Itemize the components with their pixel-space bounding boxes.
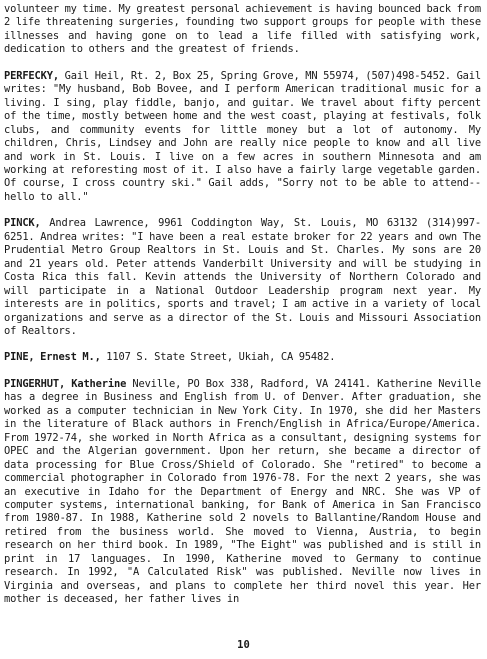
entry-pine xyxy=(4,351,481,364)
page-number: 10 xyxy=(237,639,250,651)
entry-text: Neville, PO Box 338, Radford, VA 24141. Katherine Neville has a degree in Business and English from U. of Denver. After graduation, she worked as a computer technician in New York City. In 1970, she did her Masters in the literature of Black authors in French/English in Africa/Europe/America. From 1972-74, she worked in North Africa as a consultant, designing systems for OPEC and the Algerian government. Upon her return, she became a director of data processing for Blue Cross/Shield of Colorado. She "retired" to become a commercial photographer in Colorado from 1976-78. For the next 2 years, she was an executive in Idaho for the Department of Energy and NRC. She was VP of computer systems, international banking, for Bank of America in San Francisco from 1980-87. In 1988, Katherine sold 2 novels to Ballantine/Random House and retired from the business world. She moved to Vienna, Austria, to begin research on her third book. In 1989, "The Eight" was published and is still in print in 17 languages. In 1990, Katherine moved to Germany to continue research. In 1992, "A Calculated Risk" was published. Neville now lives in Virginia and overseas, and plans to complete her third novel this year. Her mother is deceased, her father lives in xyxy=(4,377,481,606)
entry-text: Andrea Lawrence, 9961 Coddington Way, St. Louis, MO 63132 (314)997-6251. Andrea writes: "I have been a real estate broker for 22 years and own The Prudential Metro Group Realtors in St. Louis and St. Charles. My sons are 20 and 21 years old. Peter attends Vanderbilt University and will be studying in Costa Rica this fall. Kevin attends the University of Northern Colorado and will participate in a National Outdoor Leadership program next year. My interests are in politics, sports and travel; I am active in a variety of local organizations and serve as a director of the St. Louis and Missouri Association of Realtors. xyxy=(4,217,481,337)
entry-name: PERFECKY, xyxy=(4,69,59,82)
entry-pinck xyxy=(4,217,481,338)
entry-name: PINCK, xyxy=(4,217,41,230)
document-page xyxy=(4,3,481,607)
entry-text: Gail Heil, Rt. 2, Box 25, Spring Grove, MN 55974, (507)498-5452. Gail writes: "My husband, Bob Bovee, and I perform American traditional music for a living. I sing, play fiddle, banjo, and guitar. We travel about fifty percent of the time, mostly between home and the west coast, playing at festivals, folk clubs, and community events for little money but a lot of autonomy. My children, Chris, Lindsey and John are really nice people to know and all live and work in St. Louis. I live on a few acres in southern Minnesota and am working at reforesting most of it. I also have a fairly large vegetable garden. Of course, I cross country ski." Gail adds, "Sorry not to be able to attend--hello to all." xyxy=(4,69,481,203)
intro-paragraph: volunteer my time. My greatest personal achievement is having bounced back from 2 life threatening surgeries, founding two support groups for people with these illnesses and having gone on to lead a life filled with satisfying work, dedication to others and the greatest of friends. xyxy=(4,3,481,56)
entry-text: 1107 S. State Street, Ukiah, CA 95482. xyxy=(100,351,336,364)
entry-perfecky xyxy=(4,70,481,205)
entry-name: PINGERHUT, Katherine xyxy=(4,377,127,390)
entry-pingerhut xyxy=(4,378,481,607)
entry-name: PINE, Ernest M., xyxy=(4,351,101,364)
